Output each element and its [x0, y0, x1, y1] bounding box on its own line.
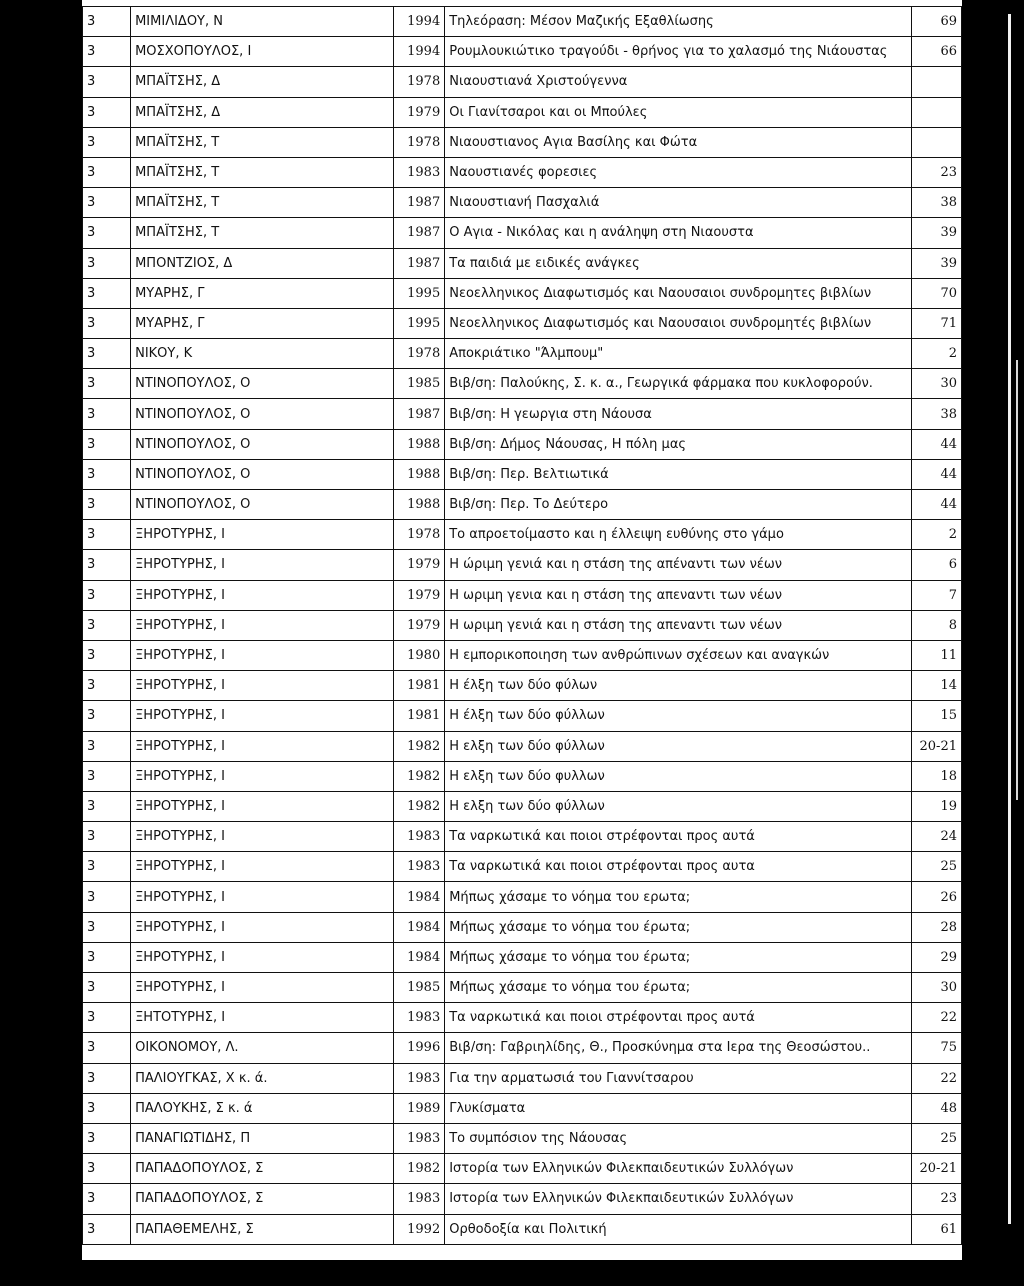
table-row	[83, 550, 962, 580]
title-cell: Η ελξη των δύο φύλλων	[445, 731, 912, 761]
row-number: 3	[83, 1063, 131, 1093]
author-cell: ΝΤΙΝΟΠΟΥΛΟΣ, Ο	[131, 429, 394, 459]
table-row	[83, 429, 962, 459]
title-cell: Βιβ/ση: Περ. Βελτιωτικά	[445, 459, 912, 489]
row-number: 3	[83, 761, 131, 791]
year-cell: 1983	[394, 1063, 445, 1093]
title-cell: Ιστορία των Ελληνικών Φιλεκπαιδευτικών Συλλόγων	[445, 1154, 912, 1184]
author-cell: ΞΗΡΟΤΥΡΗΣ, Ι	[131, 791, 394, 821]
scan-edge-line-secondary	[1016, 360, 1018, 800]
year-cell: 1987	[394, 399, 445, 429]
row-number: 3	[83, 67, 131, 97]
title-cell: Νιαουστιανος Αγια Βασίλης και Φώτα	[445, 127, 912, 157]
page-cell: 30	[911, 973, 961, 1003]
title-cell: Νιαουστιανά Χριστούγεννα	[445, 67, 912, 97]
page-cell: 8	[911, 610, 961, 640]
author-cell: ΜΙΜΙΛΙΔΟΥ, Ν	[131, 7, 394, 37]
page-cell: 15	[911, 701, 961, 731]
author-cell: ΞΗΡΟΤΥΡΗΣ, Ι	[131, 761, 394, 791]
page-cell	[911, 127, 961, 157]
year-cell: 1980	[394, 640, 445, 670]
page-cell: 39	[911, 218, 961, 248]
page-cell: 2	[911, 520, 961, 550]
row-number: 3	[83, 1154, 131, 1184]
title-cell: Ιστορία των Ελληνικών Φιλεκπαιδευτικών Συλλόγων	[445, 1184, 912, 1214]
table-row	[83, 157, 962, 187]
table-row	[83, 459, 962, 489]
author-cell: ΞΗΡΟΤΥΡΗΣ, Ι	[131, 852, 394, 882]
bibliography-rows	[83, 7, 962, 1245]
row-number: 3	[83, 731, 131, 761]
page-cell: 29	[911, 942, 961, 972]
table-row	[83, 852, 962, 882]
author-cell: ΞΗΡΟΤΥΡΗΣ, Ι	[131, 942, 394, 972]
row-number: 3	[83, 671, 131, 701]
row-number: 3	[83, 218, 131, 248]
table-row	[83, 580, 962, 610]
year-cell: 1995	[394, 308, 445, 338]
author-cell: ΞΗΡΟΤΥΡΗΣ, Ι	[131, 822, 394, 852]
year-cell: 1987	[394, 188, 445, 218]
title-cell: Η έλξη των δύο φύλων	[445, 671, 912, 701]
row-number: 3	[83, 399, 131, 429]
year-cell: 1982	[394, 791, 445, 821]
table-row	[83, 278, 962, 308]
title-cell: Νιαουστιανή Πασχαλιά	[445, 188, 912, 218]
year-cell: 1978	[394, 520, 445, 550]
title-cell: Η εμπορικοποιηση των ανθρώπινων σχέσεων και αναγκών	[445, 640, 912, 670]
page-cell: 7	[911, 580, 961, 610]
year-cell: 1983	[394, 1184, 445, 1214]
year-cell: 1982	[394, 1154, 445, 1184]
year-cell: 1981	[394, 701, 445, 731]
table-row	[83, 1033, 962, 1063]
title-cell: Γλυκίσματα	[445, 1093, 912, 1123]
year-cell: 1979	[394, 550, 445, 580]
author-cell: ΜΠΑΪΤΣΗΣ, Δ	[131, 67, 394, 97]
row-number: 3	[83, 550, 131, 580]
page-cell: 69	[911, 7, 961, 37]
table-row	[83, 761, 962, 791]
row-number: 3	[83, 1214, 131, 1244]
table-row	[83, 1063, 962, 1093]
year-cell: 1987	[394, 218, 445, 248]
page-cell: 23	[911, 1184, 961, 1214]
year-cell: 1994	[394, 37, 445, 67]
title-cell: Ναουστιανές φορεσιες	[445, 157, 912, 187]
title-cell: Μήπως χάσαμε το νόημα του έρωτα;	[445, 942, 912, 972]
table-row	[83, 731, 962, 761]
row-number: 3	[83, 339, 131, 369]
table-row	[83, 973, 962, 1003]
table-row	[83, 520, 962, 550]
table-row	[83, 701, 962, 731]
author-cell: ΠΑΛΙΟΥΓΚΑΣ, Χ κ. ά.	[131, 1063, 394, 1093]
title-cell: Η ωριμη γενιά και η στάση της απεναντι των νέων	[445, 610, 912, 640]
table-row	[83, 1184, 962, 1214]
author-cell: ΝΤΙΝΟΠΟΥΛΟΣ, Ο	[131, 459, 394, 489]
author-cell: ΜΠΑΪΤΣΗΣ, Δ	[131, 97, 394, 127]
page-cell: 70	[911, 278, 961, 308]
title-cell: Το απροετοίμαστο και η έλλειψη ευθύνης στο γάμο	[445, 520, 912, 550]
title-cell: Το συμπόσιον της Νάουσας	[445, 1123, 912, 1153]
page-cell: 6	[911, 550, 961, 580]
author-cell: ΞΗΡΟΤΥΡΗΣ, Ι	[131, 912, 394, 942]
author-cell: ΜΠΑΪΤΣΗΣ, Τ	[131, 157, 394, 187]
author-cell: ΝΙΚΟΥ, Κ	[131, 339, 394, 369]
author-cell: ΜΟΣΧΟΠΟΥΛΟΣ, Ι	[131, 37, 394, 67]
author-cell: ΞΗΡΟΤΥΡΗΣ, Ι	[131, 882, 394, 912]
page-cell: 39	[911, 248, 961, 278]
page-cell: 66	[911, 37, 961, 67]
row-number: 3	[83, 791, 131, 821]
title-cell: Μήπως χάσαμε το νόημα του έρωτα;	[445, 973, 912, 1003]
author-cell: ΠΑΛΟΥΚΗΣ, Σ κ. ά	[131, 1093, 394, 1123]
row-number: 3	[83, 7, 131, 37]
author-cell: ΞΗΡΟΤΥΡΗΣ, Ι	[131, 610, 394, 640]
row-number: 3	[83, 429, 131, 459]
title-cell: Βιβ/ση: Παλούκης, Σ. κ. α., Γεωργικά φάρμακα που κυκλοφορούν.	[445, 369, 912, 399]
year-cell: 1983	[394, 822, 445, 852]
year-cell: 1988	[394, 490, 445, 520]
title-cell: Αποκριάτικο "Άλμπουμ"	[445, 339, 912, 369]
page-cell	[911, 67, 961, 97]
page-cell: 28	[911, 912, 961, 942]
author-cell: ΞΗΡΟΤΥΡΗΣ, Ι	[131, 973, 394, 1003]
year-cell: 1982	[394, 761, 445, 791]
year-cell: 1978	[394, 67, 445, 97]
page-cell: 30	[911, 369, 961, 399]
author-cell: ΜΠΑΪΤΣΗΣ, Τ	[131, 188, 394, 218]
page-cell: 11	[911, 640, 961, 670]
author-cell: ΞΗΡΟΤΥΡΗΣ, Ι	[131, 701, 394, 731]
author-cell: ΝΤΙΝΟΠΟΥΛΟΣ, Ο	[131, 369, 394, 399]
table-row	[83, 1003, 962, 1033]
row-number: 3	[83, 369, 131, 399]
author-cell: ΟΙΚΟΝΟΜΟΥ, Λ.	[131, 1033, 394, 1063]
table-row	[83, 822, 962, 852]
table-row	[83, 912, 962, 942]
author-cell: ΜΠΑΪΤΣΗΣ, Τ	[131, 127, 394, 157]
page-cell: 20-21	[911, 1154, 961, 1184]
row-number: 3	[83, 127, 131, 157]
title-cell: Η ελξη των δύο φύλλων	[445, 791, 912, 821]
title-cell: Η έλξη των δύο φύλλων	[445, 701, 912, 731]
page-cell: 44	[911, 490, 961, 520]
row-number: 3	[83, 1033, 131, 1063]
year-cell: 1988	[394, 429, 445, 459]
page-cell: 48	[911, 1093, 961, 1123]
title-cell: Νεοελληνικος Διαφωτισμός και Ναουσαιοι συνδρομητες βιβλίων	[445, 278, 912, 308]
title-cell: Η ώριμη γενιά και η στάση της απέναντι των νέων	[445, 550, 912, 580]
table-row	[83, 308, 962, 338]
author-cell: ΝΤΙΝΟΠΟΥΛΟΣ, Ο	[131, 490, 394, 520]
year-cell: 1984	[394, 912, 445, 942]
page-cell: 22	[911, 1003, 961, 1033]
author-cell: ΜΠΟΝΤΖΙΟΣ, Δ	[131, 248, 394, 278]
title-cell: Τα παιδιά με ειδικές ανάγκες	[445, 248, 912, 278]
row-number: 3	[83, 490, 131, 520]
row-number: 3	[83, 188, 131, 218]
author-cell: ΠΑΠΑΘΕΜΕΛΗΣ, Σ	[131, 1214, 394, 1244]
year-cell: 1985	[394, 369, 445, 399]
table-row	[83, 218, 962, 248]
row-number: 3	[83, 520, 131, 550]
table-row	[83, 1123, 962, 1153]
row-number: 3	[83, 610, 131, 640]
page-cell: 2	[911, 339, 961, 369]
row-number: 3	[83, 1123, 131, 1153]
table-row	[83, 369, 962, 399]
author-cell: ΜΥΑΡΗΣ, Γ	[131, 278, 394, 308]
year-cell: 1995	[394, 278, 445, 308]
table-row	[83, 37, 962, 67]
page-cell: 20-21	[911, 731, 961, 761]
title-cell: Βιβ/ση: Γαβριηλίδης, Θ., Προσκύνημα στα Ιερα της Θεοσώστου..	[445, 1033, 912, 1063]
title-cell: Τηλεόραση: Μέσον Μαζικής Εξαθλίωσης	[445, 7, 912, 37]
table-row	[83, 671, 962, 701]
title-cell: Ρουμλουκιώτικο τραγούδι - θρήνος για το χαλασμό της Νιάουστας	[445, 37, 912, 67]
year-cell: 1983	[394, 1123, 445, 1153]
table-row	[83, 248, 962, 278]
title-cell: Νεοελληνικος Διαφωτισμός και Ναουσαιοι συνδρομητές βιβλίων	[445, 308, 912, 338]
author-cell: ΞΗΡΟΤΥΡΗΣ, Ι	[131, 550, 394, 580]
page-cell: 61	[911, 1214, 961, 1244]
table-row	[83, 1214, 962, 1244]
title-cell: Ο Αγια - Νικόλας και η ανάληψη στη Νιαουστα	[445, 218, 912, 248]
table-row	[83, 127, 962, 157]
author-cell: ΞΗΡΟΤΥΡΗΣ, Ι	[131, 520, 394, 550]
page-cell: 38	[911, 399, 961, 429]
year-cell: 1984	[394, 882, 445, 912]
title-cell: Βιβ/ση: Δήμος Νάουσας, Η πόλη μας	[445, 429, 912, 459]
author-cell: ΞΗΡΟΤΥΡΗΣ, Ι	[131, 580, 394, 610]
row-number: 3	[83, 248, 131, 278]
page-cell: 19	[911, 791, 961, 821]
title-cell: Για την αρματωσιά του Γιαννίτσαρου	[445, 1063, 912, 1093]
year-cell: 1987	[394, 248, 445, 278]
author-cell: ΞΗΡΟΤΥΡΗΣ, Ι	[131, 640, 394, 670]
table-row	[83, 97, 962, 127]
page-cell: 44	[911, 429, 961, 459]
author-cell: ΞΗΤΟΤΥΡΗΣ, Ι	[131, 1003, 394, 1033]
page-cell	[911, 97, 961, 127]
year-cell: 1985	[394, 973, 445, 1003]
title-cell: Τα ναρκωτικά και ποιοι στρέφονται προς αυτά	[445, 1003, 912, 1033]
title-cell: Η ελξη των δύο φυλλων	[445, 761, 912, 791]
author-cell: ΜΥΑΡΗΣ, Γ	[131, 308, 394, 338]
page-cell: 25	[911, 1123, 961, 1153]
author-cell: ΠΑΠΑΔΟΠΟΥΛΟΣ, Σ	[131, 1154, 394, 1184]
row-number: 3	[83, 852, 131, 882]
row-number: 3	[83, 882, 131, 912]
table-row	[83, 188, 962, 218]
row-number: 3	[83, 701, 131, 731]
row-number: 3	[83, 912, 131, 942]
title-cell: Τα ναρκωτικά και ποιοι στρέφονται προς αυτα	[445, 852, 912, 882]
row-number: 3	[83, 157, 131, 187]
table-row	[83, 7, 962, 37]
title-cell: Βιβ/ση: Περ. Το Δεύτερο	[445, 490, 912, 520]
table-row	[83, 67, 962, 97]
bibliography-table	[82, 6, 962, 1245]
author-cell: ΞΗΡΟΤΥΡΗΣ, Ι	[131, 671, 394, 701]
page-cell: 14	[911, 671, 961, 701]
row-number: 3	[83, 942, 131, 972]
year-cell: 1978	[394, 339, 445, 369]
table-row	[83, 1093, 962, 1123]
page-cell: 18	[911, 761, 961, 791]
row-number: 3	[83, 1093, 131, 1123]
title-cell: Τα ναρκωτικά και ποιοι στρέφονται προς αυτά	[445, 822, 912, 852]
page-cell: 22	[911, 1063, 961, 1093]
row-number: 3	[83, 580, 131, 610]
table-row	[83, 610, 962, 640]
page-cell: 38	[911, 188, 961, 218]
row-number: 3	[83, 1003, 131, 1033]
title-cell: Μήπως χάσαμε το νόημα του ερωτα;	[445, 882, 912, 912]
year-cell: 1994	[394, 7, 445, 37]
row-number: 3	[83, 973, 131, 1003]
year-cell: 1983	[394, 1003, 445, 1033]
year-cell: 1979	[394, 580, 445, 610]
year-cell: 1979	[394, 97, 445, 127]
year-cell: 1981	[394, 671, 445, 701]
table-row	[83, 490, 962, 520]
row-number: 3	[83, 1184, 131, 1214]
year-cell: 1982	[394, 731, 445, 761]
title-cell: Βιβ/ση: Η γεωργια στη Νάουσα	[445, 399, 912, 429]
scan-edge-line	[1008, 14, 1011, 1224]
document-page	[82, 0, 962, 1260]
table-row	[83, 640, 962, 670]
year-cell: 1983	[394, 852, 445, 882]
year-cell: 1992	[394, 1214, 445, 1244]
row-number: 3	[83, 37, 131, 67]
row-number: 3	[83, 308, 131, 338]
year-cell: 1989	[394, 1093, 445, 1123]
row-number: 3	[83, 97, 131, 127]
table-row	[83, 1154, 962, 1184]
page-cell: 25	[911, 852, 961, 882]
page-cell: 23	[911, 157, 961, 187]
table-row	[83, 399, 962, 429]
table-row	[83, 882, 962, 912]
row-number: 3	[83, 459, 131, 489]
page-cell: 44	[911, 459, 961, 489]
page-cell: 26	[911, 882, 961, 912]
page-cell: 24	[911, 822, 961, 852]
row-number: 3	[83, 640, 131, 670]
author-cell: ΝΤΙΝΟΠΟΥΛΟΣ, Ο	[131, 399, 394, 429]
title-cell: Οι Γιανίτσαροι και οι Μπούλες	[445, 97, 912, 127]
author-cell: ΞΗΡΟΤΥΡΗΣ, Ι	[131, 731, 394, 761]
title-cell: Ορθοδοξία και Πολιτική	[445, 1214, 912, 1244]
title-cell: Η ωριμη γενια και η στάση της απεναντι των νέων	[445, 580, 912, 610]
year-cell: 1983	[394, 157, 445, 187]
year-cell: 1984	[394, 942, 445, 972]
row-number: 3	[83, 278, 131, 308]
year-cell: 1988	[394, 459, 445, 489]
table-row	[83, 339, 962, 369]
author-cell: ΠΑΝΑΓΙΩΤΙΔΗΣ, Π	[131, 1123, 394, 1153]
table-row	[83, 942, 962, 972]
author-cell: ΠΑΠΑΔΟΠΟΥΛΟΣ, Σ	[131, 1184, 394, 1214]
author-cell: ΜΠΑΪΤΣΗΣ, Τ	[131, 218, 394, 248]
page-cell: 71	[911, 308, 961, 338]
page-cell: 75	[911, 1033, 961, 1063]
table-row	[83, 791, 962, 821]
year-cell: 1978	[394, 127, 445, 157]
row-number: 3	[83, 822, 131, 852]
title-cell: Μήπως χάσαμε το νόημα του έρωτα;	[445, 912, 912, 942]
year-cell: 1979	[394, 610, 445, 640]
year-cell: 1996	[394, 1033, 445, 1063]
